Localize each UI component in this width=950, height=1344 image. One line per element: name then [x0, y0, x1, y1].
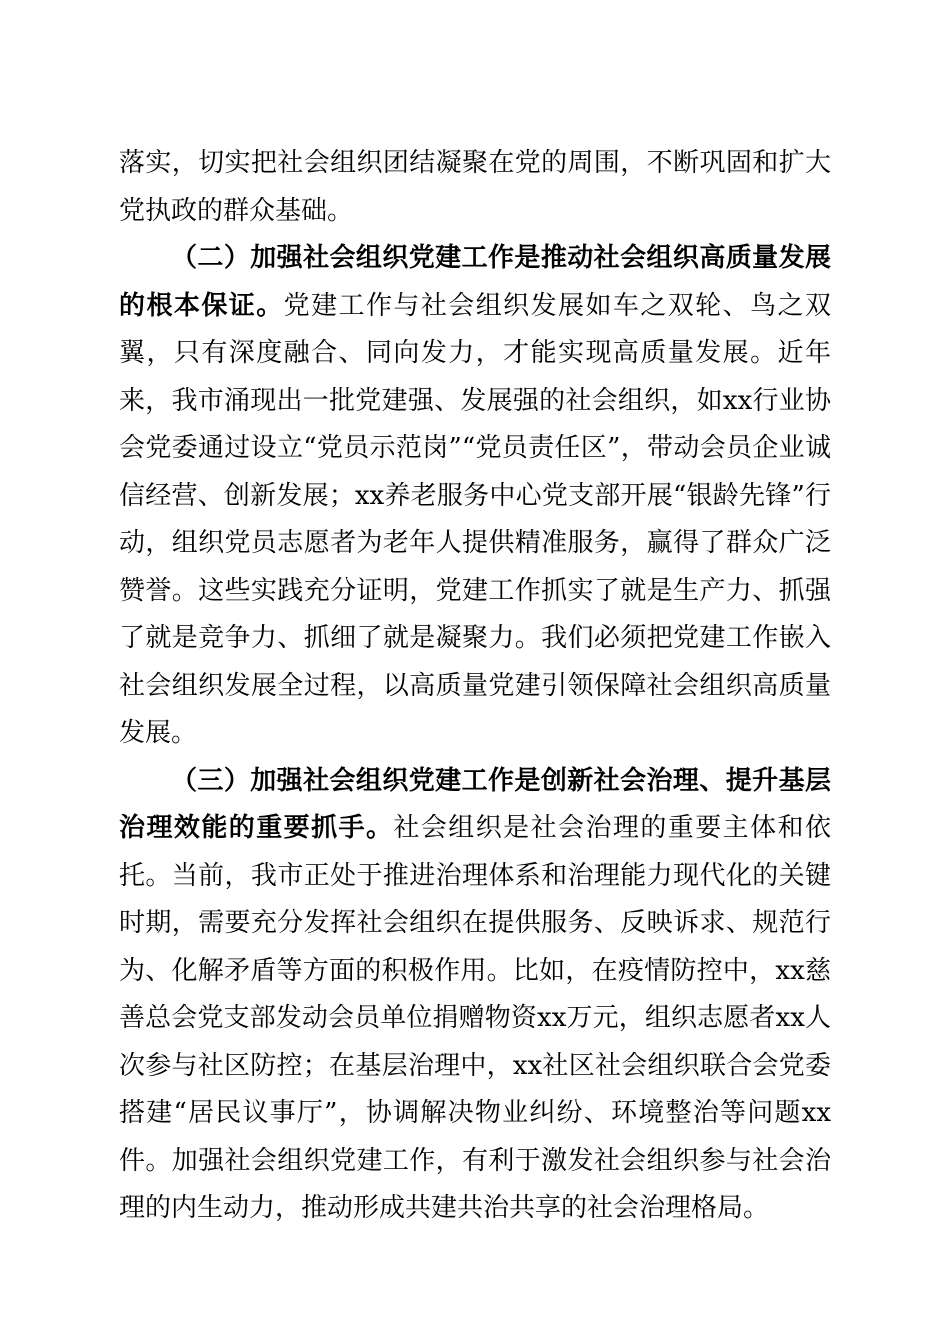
section-heading: （二）加强社会组织党建工作是推动社会组织高质量发展的根本保证。 — [119, 243, 831, 321]
paragraph-section-3 — [119, 758, 831, 1233]
section-heading: （三）加强社会组织党建工作是创新社会治理、提升基层治理效能的重要抓手。 — [119, 765, 831, 843]
paragraph-body: 党建工作与社会组织发展如车之双轮、鸟之双翼，只有深度融合、同向发力，才能实现高质量发展。近年来，我市涌现出一批党建强、发展强的社会组织，如xx行业协会党委通过设立“党员示范岗”“党员责任区”，带动会员企业诚信经营、创新发展；xx养老服务中心党支部开展“银龄先锋”行动，组织党员志愿者为老年人提供精准服务，赢得了群众广泛赞誉。这些实践充分证明，党建工作抓实了就是生产力、抓强了就是竞争力、抓细了就是凝聚力。我们必须把党建工作嵌入社会组织发展全过程，以高质量党建引领保障社会组织高质量发展。 — [119, 290, 831, 748]
paragraph-continuation — [119, 140, 831, 235]
paragraph-section-2 — [119, 235, 831, 758]
paragraph-body: 社会组织是社会治理的重要主体和依托。当前，我市正处于推进治理体系和治理能力现代化的关键时期，需要充分发挥社会组织在提供服务、反映诉求、规范行为、化解矛盾等方面的积极作用。比如，在疫情防控中，xx慈善总会党支部发动会员单位捐赠物资xx万元，组织志愿者xx人次参与社区防控；在基层治理中，xx社区社会组织联合会党委搭建“居民议事厅”，协调解决物业纠纷、环境整治等问题xx件。加强社会组织党建工作，有利于激发社会组织参与社会治理的内生动力，推动形成共建共治共享的社会治理格局。 — [119, 813, 831, 1223]
paragraph-body: 落实，切实把社会组织团结凝聚在党的周围，不断巩固和扩大党执政的群众基础。 — [119, 148, 831, 226]
document-body — [119, 140, 831, 1233]
